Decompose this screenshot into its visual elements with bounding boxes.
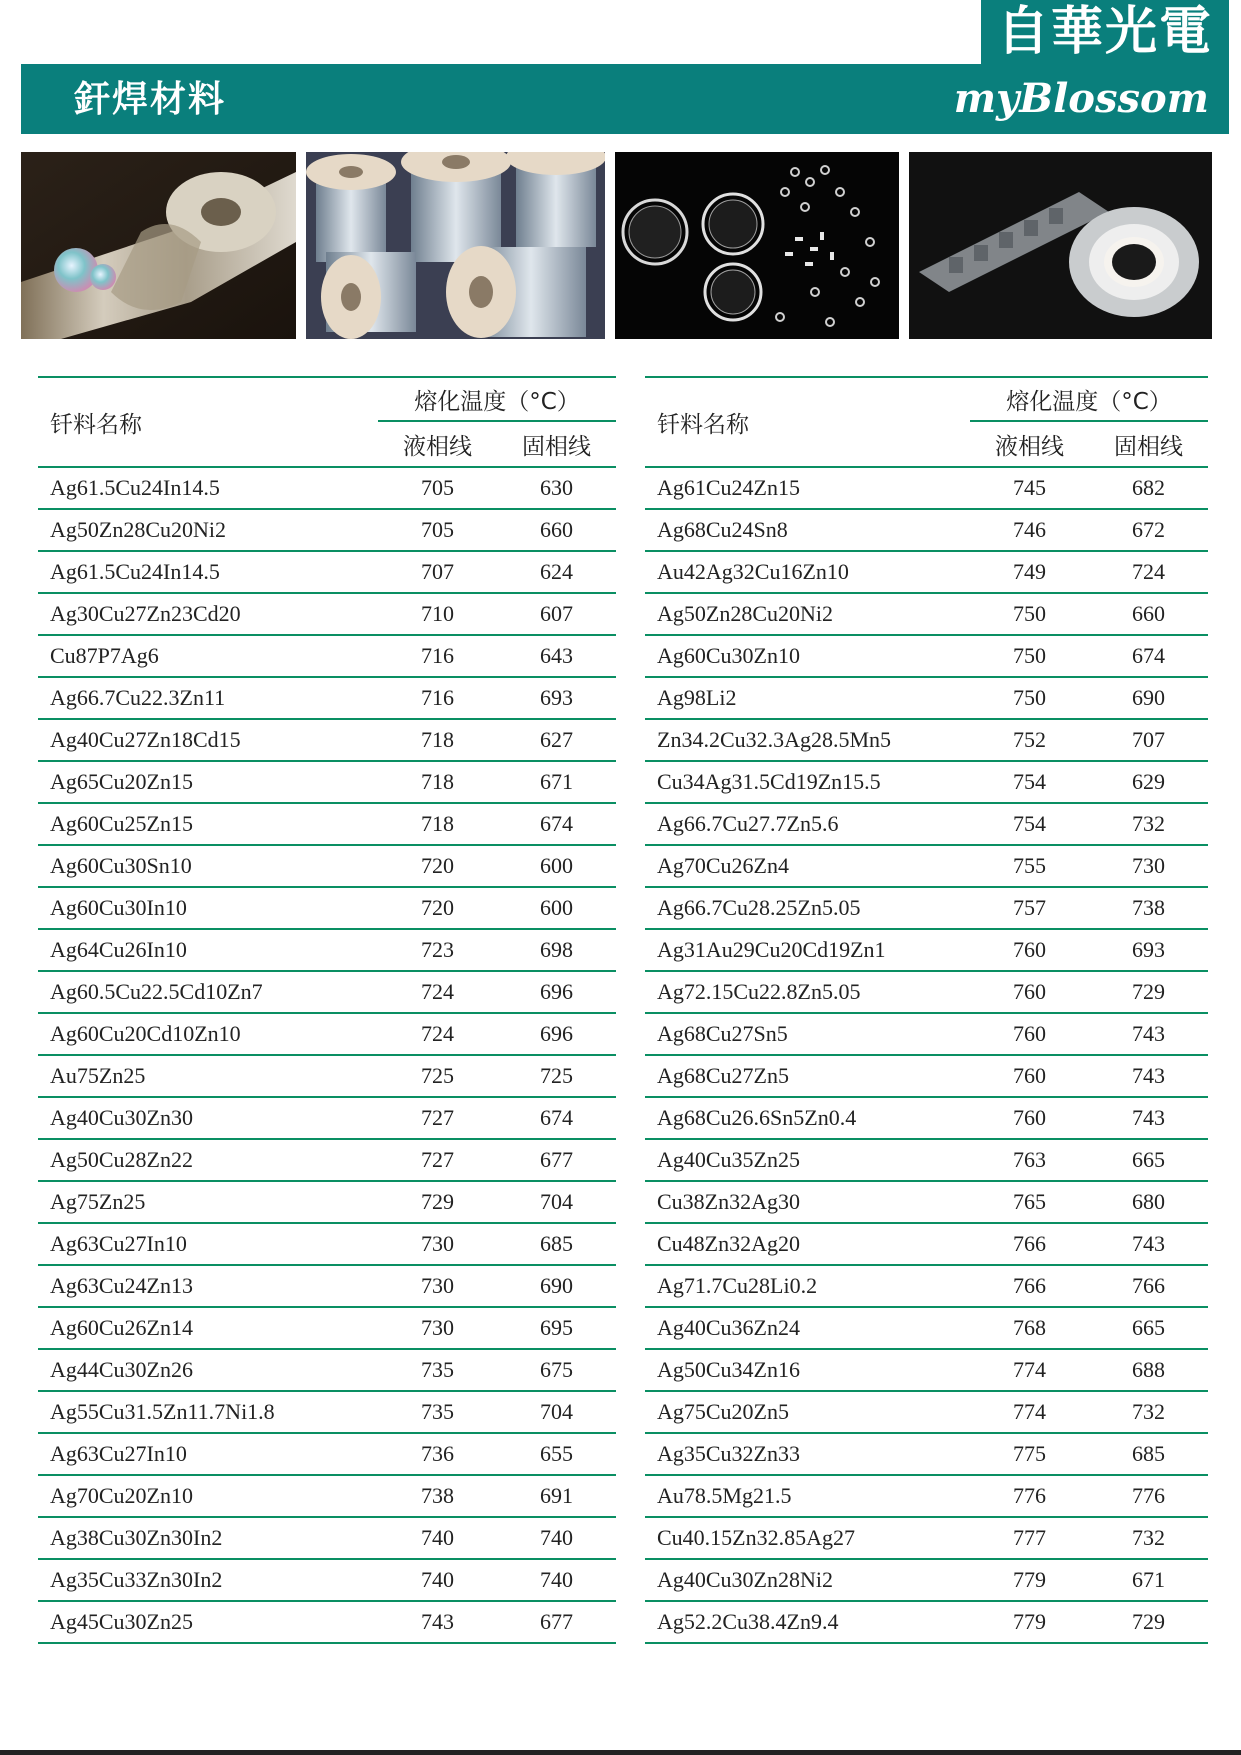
- solidus-cell: 655: [497, 1433, 616, 1475]
- alloy-name-cell: Ag63Cu24Zn13: [38, 1265, 378, 1307]
- table-row: [38, 1055, 616, 1097]
- liquidus-cell: 760: [970, 1055, 1089, 1097]
- liquidus-cell: 774: [970, 1349, 1089, 1391]
- solidus-cell: 696: [497, 971, 616, 1013]
- solidus-cell: 665: [1089, 1307, 1208, 1349]
- table-row: [645, 1223, 1208, 1265]
- liquidus-cell: 774: [970, 1391, 1089, 1433]
- table-row: [645, 551, 1208, 593]
- liquidus-cell: 754: [970, 803, 1089, 845]
- liquidus-cell: 760: [970, 929, 1089, 971]
- alloy-name-cell: Cu87P7Ag6: [38, 635, 378, 677]
- table-row: [645, 677, 1208, 719]
- table-row: [38, 551, 616, 593]
- alloy-name-cell: Ag61.5Cu24In14.5: [38, 551, 378, 593]
- solidus-cell: 630: [497, 467, 616, 509]
- table-row: [645, 1307, 1208, 1349]
- alloy-name-cell: Cu40.15Zn32.85Ag27: [645, 1517, 970, 1559]
- table-row: [645, 803, 1208, 845]
- solidus-cell: 660: [1089, 593, 1208, 635]
- solidus-cell: 732: [1089, 1517, 1208, 1559]
- table-row: [645, 845, 1208, 887]
- solidus-cell: 691: [497, 1475, 616, 1517]
- table-row: [38, 929, 616, 971]
- table-row: [38, 593, 616, 635]
- alloy-name-cell: Ag61.5Cu24In14.5: [38, 467, 378, 509]
- alloy-name-cell: Ag75Cu20Zn5: [645, 1391, 970, 1433]
- solidus-cell: 665: [1089, 1139, 1208, 1181]
- table-row: [38, 677, 616, 719]
- alloy-name-cell: Ag60Cu30Sn10: [38, 845, 378, 887]
- alloy-name-cell: Cu38Zn32Ag30: [645, 1181, 970, 1223]
- column-header-solidus: 固相线: [497, 421, 616, 467]
- table-row: [38, 1349, 616, 1391]
- table-row: [645, 1181, 1208, 1223]
- column-header-solidus: 固相线: [1089, 421, 1208, 467]
- alloy-name-cell: Ag45Cu30Zn25: [38, 1601, 378, 1643]
- liquidus-cell: 730: [378, 1265, 497, 1307]
- liquidus-cell: 757: [970, 887, 1089, 929]
- liquidus-cell: 735: [378, 1391, 497, 1433]
- liquidus-cell: 718: [378, 803, 497, 845]
- table-row: [645, 1475, 1208, 1517]
- alloy-name-cell: Ag40Cu30Zn28Ni2: [645, 1559, 970, 1601]
- solidus-cell: 682: [1089, 467, 1208, 509]
- solidus-cell: 600: [497, 887, 616, 929]
- solidus-cell: 707: [1089, 719, 1208, 761]
- table-row: [645, 1139, 1208, 1181]
- table-row: [645, 1601, 1208, 1643]
- solidus-cell: 680: [1089, 1181, 1208, 1223]
- solidus-cell: 695: [497, 1307, 616, 1349]
- table-row: [645, 1349, 1208, 1391]
- table-row: [38, 1433, 616, 1475]
- liquidus-cell: 766: [970, 1265, 1089, 1307]
- solidus-cell: 660: [497, 509, 616, 551]
- column-header-melt-temp: 熔化温度（°C）: [970, 377, 1208, 421]
- table-row: [38, 467, 616, 509]
- alloy-name-cell: Ag52.2Cu38.4Zn9.4: [645, 1601, 970, 1643]
- alloy-name-cell: Ag50Cu34Zn16: [645, 1349, 970, 1391]
- solidus-cell: 688: [1089, 1349, 1208, 1391]
- liquidus-cell: 745: [970, 467, 1089, 509]
- alloy-name-cell: Ag98Li2: [645, 677, 970, 719]
- alloy-name-cell: Au75Zn25: [38, 1055, 378, 1097]
- table-row: [645, 1013, 1208, 1055]
- page-bottom-rule: [0, 1750, 1241, 1755]
- solidus-cell: 740: [497, 1517, 616, 1559]
- solidus-cell: 743: [1089, 1223, 1208, 1265]
- table-row: [38, 635, 616, 677]
- table-row: [645, 1265, 1208, 1307]
- solidus-cell: 629: [1089, 761, 1208, 803]
- alloy-name-cell: Ag40Cu35Zn25: [645, 1139, 970, 1181]
- table-row: [645, 1391, 1208, 1433]
- solidus-cell: 704: [497, 1181, 616, 1223]
- table-row: [38, 1559, 616, 1601]
- liquidus-cell: 779: [970, 1601, 1089, 1643]
- liquidus-cell: 736: [378, 1433, 497, 1475]
- solidus-cell: 607: [497, 593, 616, 635]
- table-row: [645, 635, 1208, 677]
- solidus-cell: 693: [1089, 929, 1208, 971]
- solidus-cell: 677: [497, 1139, 616, 1181]
- alloy-name-cell: Ag50Zn28Cu20Ni2: [645, 593, 970, 635]
- alloy-name-cell: Ag60.5Cu22.5Cd10Zn7: [38, 971, 378, 1013]
- alloy-name-cell: Ag72.15Cu22.8Zn5.05: [645, 971, 970, 1013]
- solidus-cell: 729: [1089, 971, 1208, 1013]
- liquidus-cell: 707: [378, 551, 497, 593]
- brand-logo-en: myBlossom: [953, 75, 1209, 122]
- table-row: [38, 509, 616, 551]
- solidus-cell: 671: [497, 761, 616, 803]
- alloy-name-cell: Cu34Ag31.5Cd19Zn15.5: [645, 761, 970, 803]
- solidus-cell: 743: [1089, 1013, 1208, 1055]
- table-row: [38, 1223, 616, 1265]
- solidus-cell: 732: [1089, 803, 1208, 845]
- alloy-name-cell: Ag31Au29Cu20Cd19Zn1: [645, 929, 970, 971]
- alloy-name-cell: Ag70Cu20Zn10: [38, 1475, 378, 1517]
- photo-preform-rings: [615, 152, 899, 339]
- liquidus-cell: 754: [970, 761, 1089, 803]
- header-bar: [21, 64, 1229, 134]
- liquidus-cell: 720: [378, 887, 497, 929]
- alloy-name-cell: Cu48Zn32Ag20: [645, 1223, 970, 1265]
- liquidus-cell: 750: [970, 593, 1089, 635]
- liquidus-cell: 724: [378, 1013, 497, 1055]
- solidus-cell: 693: [497, 677, 616, 719]
- alloy-name-cell: Ag68Cu24Sn8: [645, 509, 970, 551]
- alloy-name-cell: Ag40Cu27Zn18Cd15: [38, 719, 378, 761]
- column-header-liquidus: 液相线: [378, 421, 497, 467]
- column-header-name: 钎料名称: [645, 377, 970, 467]
- solidus-cell: 724: [1089, 551, 1208, 593]
- liquidus-cell: 779: [970, 1559, 1089, 1601]
- liquidus-cell: 705: [378, 509, 497, 551]
- column-header-name: 钎料名称: [38, 377, 378, 467]
- alloy-name-cell: Ag44Cu30Zn26: [38, 1349, 378, 1391]
- alloy-name-cell: Ag65Cu20Zn15: [38, 761, 378, 803]
- solidus-cell: 674: [497, 803, 616, 845]
- solidus-cell: 730: [1089, 845, 1208, 887]
- table-row: [645, 1097, 1208, 1139]
- liquidus-cell: 718: [378, 719, 497, 761]
- solidus-cell: 743: [1089, 1097, 1208, 1139]
- solidus-cell: 740: [497, 1559, 616, 1601]
- alloy-name-cell: Ag70Cu26Zn4: [645, 845, 970, 887]
- alloy-name-cell: Ag68Cu27Zn5: [645, 1055, 970, 1097]
- liquidus-cell: 727: [378, 1139, 497, 1181]
- alloy-name-cell: Zn34.2Cu32.3Ag28.5Mn5: [645, 719, 970, 761]
- solidus-cell: 624: [497, 551, 616, 593]
- alloy-name-cell: Ag60Cu26Zn14: [38, 1307, 378, 1349]
- solidus-cell: 704: [497, 1391, 616, 1433]
- liquidus-cell: 760: [970, 971, 1089, 1013]
- table-row: [645, 1517, 1208, 1559]
- alloy-name-cell: Ag30Cu27Zn23Cd20: [38, 593, 378, 635]
- liquidus-cell: 749: [970, 551, 1089, 593]
- table-row: [38, 1097, 616, 1139]
- liquidus-cell: 723: [378, 929, 497, 971]
- solidus-cell: 696: [497, 1013, 616, 1055]
- liquidus-cell: 760: [970, 1013, 1089, 1055]
- liquidus-cell: 705: [378, 467, 497, 509]
- alloy-name-cell: Ag35Cu32Zn33: [645, 1433, 970, 1475]
- table-row: [645, 509, 1208, 551]
- table-row: [38, 1265, 616, 1307]
- table-row: [645, 1055, 1208, 1097]
- photo-metal-foil-rolls: [21, 152, 296, 339]
- alloy-name-cell: Au42Ag32Cu16Zn10: [645, 551, 970, 593]
- page-title: 釬焊材料: [74, 79, 227, 120]
- table-row: [38, 971, 616, 1013]
- solidus-cell: 672: [1089, 509, 1208, 551]
- table-row: [645, 761, 1208, 803]
- table-row: [38, 1391, 616, 1433]
- solder-table-right: [645, 376, 1208, 1644]
- solidus-cell: 776: [1089, 1475, 1208, 1517]
- solidus-cell: 671: [1089, 1559, 1208, 1601]
- liquidus-cell: 777: [970, 1517, 1089, 1559]
- liquidus-cell: 766: [970, 1223, 1089, 1265]
- alloy-name-cell: Ag66.7Cu27.7Zn5.6: [645, 803, 970, 845]
- solidus-cell: 732: [1089, 1391, 1208, 1433]
- table-row: [645, 1433, 1208, 1475]
- liquidus-cell: 765: [970, 1181, 1089, 1223]
- solidus-cell: 685: [497, 1223, 616, 1265]
- liquidus-cell: 720: [378, 845, 497, 887]
- table-row: [38, 1307, 616, 1349]
- solidus-cell: 743: [1089, 1055, 1208, 1097]
- alloy-name-cell: Ag60Cu30In10: [38, 887, 378, 929]
- alloy-name-cell: Ag68Cu26.6Sn5Zn0.4: [645, 1097, 970, 1139]
- table-row: [645, 929, 1208, 971]
- table-row: [645, 971, 1208, 1013]
- solidus-cell: 674: [1089, 635, 1208, 677]
- liquidus-cell: 763: [970, 1139, 1089, 1181]
- liquidus-cell: 730: [378, 1307, 497, 1349]
- solidus-cell: 685: [1089, 1433, 1208, 1475]
- liquidus-cell: 750: [970, 677, 1089, 719]
- alloy-name-cell: Ag71.7Cu28Li0.2: [645, 1265, 970, 1307]
- alloy-name-cell: Ag50Cu28Zn22: [38, 1139, 378, 1181]
- solidus-cell: 627: [497, 719, 616, 761]
- liquidus-cell: 710: [378, 593, 497, 635]
- table-row: [38, 1517, 616, 1559]
- liquidus-cell: 729: [378, 1181, 497, 1223]
- solidus-cell: 738: [1089, 887, 1208, 929]
- table-row: [38, 803, 616, 845]
- liquidus-cell: 740: [378, 1517, 497, 1559]
- table-row: [38, 761, 616, 803]
- alloy-name-cell: Ag60Cu30Zn10: [645, 635, 970, 677]
- table-row: [38, 1601, 616, 1643]
- table-row: [38, 719, 616, 761]
- table-row: [38, 1181, 616, 1223]
- liquidus-cell: 730: [378, 1223, 497, 1265]
- alloy-name-cell: Ag63Cu27In10: [38, 1433, 378, 1475]
- table-row: [645, 1559, 1208, 1601]
- alloy-name-cell: Ag64Cu26In10: [38, 929, 378, 971]
- column-header-liquidus: 液相线: [970, 421, 1089, 467]
- solidus-cell: 690: [1089, 677, 1208, 719]
- alloy-name-cell: Ag66.7Cu28.25Zn5.05: [645, 887, 970, 929]
- table-row: [645, 467, 1208, 509]
- solidus-cell: 674: [497, 1097, 616, 1139]
- liquidus-cell: 727: [378, 1097, 497, 1139]
- table-row: [38, 845, 616, 887]
- alloy-name-cell: Ag75Zn25: [38, 1181, 378, 1223]
- liquidus-cell: 716: [378, 635, 497, 677]
- alloy-name-cell: Ag38Cu30Zn30In2: [38, 1517, 378, 1559]
- alloy-name-cell: Ag68Cu27Sn5: [645, 1013, 970, 1055]
- liquidus-cell: 735: [378, 1349, 497, 1391]
- liquidus-cell: 775: [970, 1433, 1089, 1475]
- alloy-name-cell: Ag61Cu24Zn15: [645, 467, 970, 509]
- table-row: [645, 719, 1208, 761]
- solidus-cell: 766: [1089, 1265, 1208, 1307]
- liquidus-cell: 740: [378, 1559, 497, 1601]
- alloy-name-cell: Ag55Cu31.5Zn11.7Ni1.8: [38, 1391, 378, 1433]
- solidus-cell: 677: [497, 1601, 616, 1643]
- photo-wire-spools: [306, 152, 605, 339]
- solidus-cell: 698: [497, 929, 616, 971]
- alloy-name-cell: Ag60Cu20Cd10Zn10: [38, 1013, 378, 1055]
- liquidus-cell: 760: [970, 1097, 1089, 1139]
- solidus-cell: 600: [497, 845, 616, 887]
- solidus-cell: 725: [497, 1055, 616, 1097]
- solidus-cell: 729: [1089, 1601, 1208, 1643]
- photo-tape-reel: [909, 152, 1212, 339]
- solidus-cell: 643: [497, 635, 616, 677]
- solidus-cell: 675: [497, 1349, 616, 1391]
- liquidus-cell: 725: [378, 1055, 497, 1097]
- alloy-name-cell: Ag40Cu30Zn30: [38, 1097, 378, 1139]
- alloy-name-cell: Au78.5Mg21.5: [645, 1475, 970, 1517]
- liquidus-cell: 724: [378, 971, 497, 1013]
- alloy-name-cell: Ag35Cu33Zn30In2: [38, 1559, 378, 1601]
- solidus-cell: 690: [497, 1265, 616, 1307]
- liquidus-cell: 776: [970, 1475, 1089, 1517]
- liquidus-cell: 718: [378, 761, 497, 803]
- brand-logo-cn: 自華光電: [981, 0, 1229, 64]
- alloy-name-cell: Ag63Cu27In10: [38, 1223, 378, 1265]
- liquidus-cell: 743: [378, 1601, 497, 1643]
- table-row: [38, 887, 616, 929]
- column-header-melt-temp: 熔化温度（°C）: [378, 377, 616, 421]
- alloy-name-cell: Ag40Cu36Zn24: [645, 1307, 970, 1349]
- table-row: [38, 1139, 616, 1181]
- table-row: [38, 1475, 616, 1517]
- solder-table-left: [38, 376, 616, 1644]
- alloy-name-cell: Ag50Zn28Cu20Ni2: [38, 509, 378, 551]
- alloy-name-cell: Ag66.7Cu22.3Zn11: [38, 677, 378, 719]
- liquidus-cell: 768: [970, 1307, 1089, 1349]
- table-row: [38, 1013, 616, 1055]
- table-row: [645, 887, 1208, 929]
- liquidus-cell: 716: [378, 677, 497, 719]
- liquidus-cell: 752: [970, 719, 1089, 761]
- liquidus-cell: 738: [378, 1475, 497, 1517]
- alloy-name-cell: Ag60Cu25Zn15: [38, 803, 378, 845]
- table-row: [645, 593, 1208, 635]
- liquidus-cell: 746: [970, 509, 1089, 551]
- liquidus-cell: 750: [970, 635, 1089, 677]
- liquidus-cell: 755: [970, 845, 1089, 887]
